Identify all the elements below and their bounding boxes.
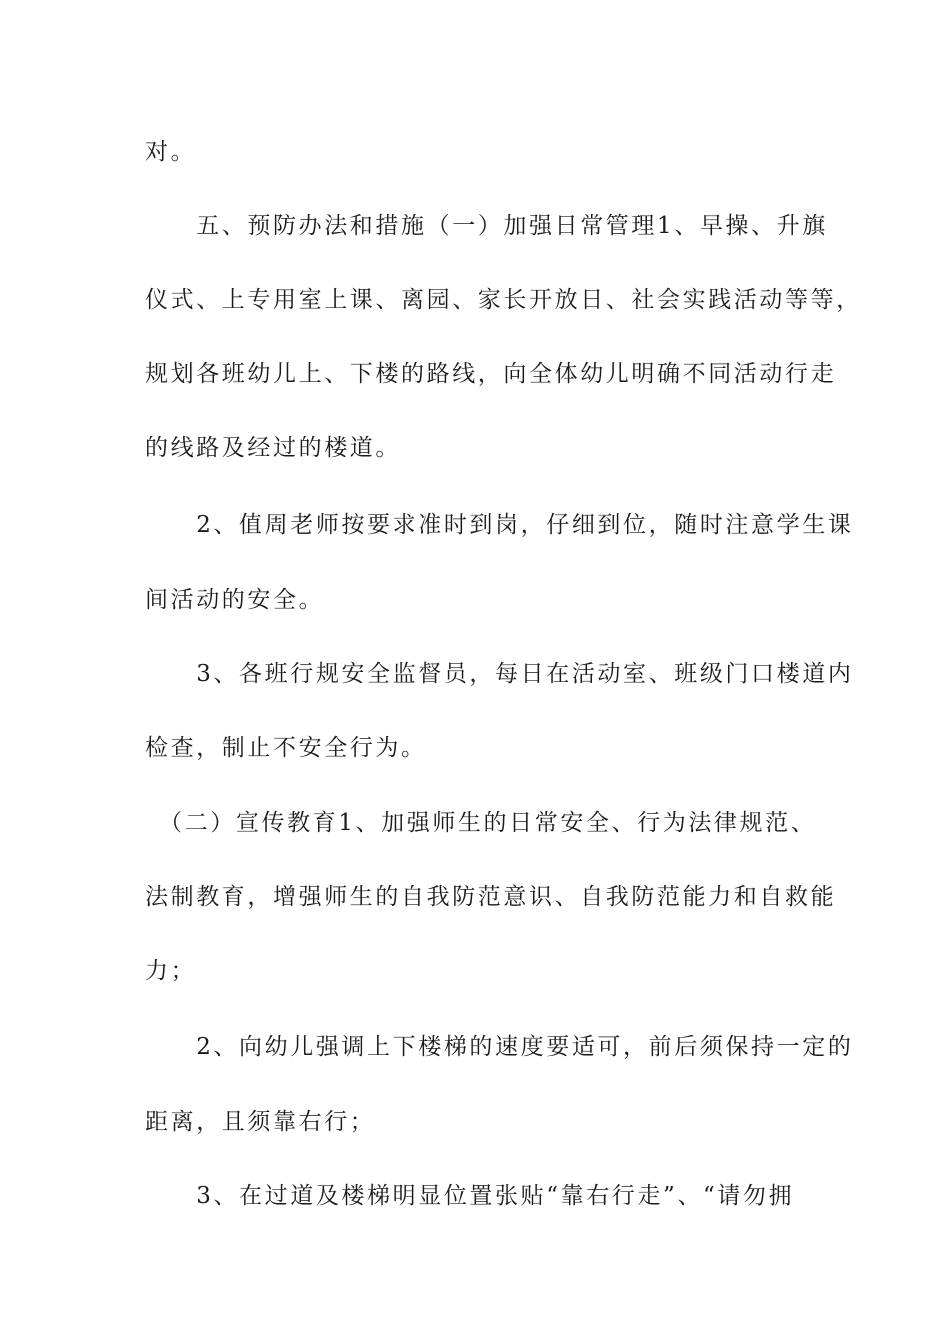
text-line: 检查，制止不安全行为。 [145, 735, 427, 761]
text-line: 距离，且须靠右行； [145, 1109, 376, 1135]
text-line: 2、值周老师按要求准时到岗，仔细到位，随时注意学生课 [145, 512, 854, 538]
text-line: 对。 [145, 139, 197, 165]
text-line: 规划各班幼儿上、下楼的路线，向全体幼儿明确不同活动行走 [145, 361, 837, 387]
text-line: （二）宣传教育1、加强师生的日常安全、行为法律规范、 [145, 810, 817, 836]
text-line: 的线路及经过的楼道。 [145, 435, 401, 461]
text-line: 2、向幼儿强调上下楼梯的速度要适可，前后须保持一定的 [145, 1034, 854, 1060]
text-line: 五、预防办法和措施（一）加强日常管理1、早操、升旗 [145, 213, 828, 239]
text-line: 仪式、上专用室上课、离园、家长开放日、社会实践活动等等， [145, 287, 862, 313]
text-line: 法制教育，增强师生的自我防范意识、自我防范能力和自救能 [145, 884, 837, 910]
text-line: 力； [145, 958, 197, 984]
text-line: 3、各班行规安全监督员，每日在活动室、班级门口楼道内 [145, 661, 854, 687]
text-line: 3、在过道及楼梯明显位置张贴“靠右行走”、“请勿拥 [145, 1183, 795, 1209]
text-line: 间活动的安全。 [145, 587, 325, 613]
